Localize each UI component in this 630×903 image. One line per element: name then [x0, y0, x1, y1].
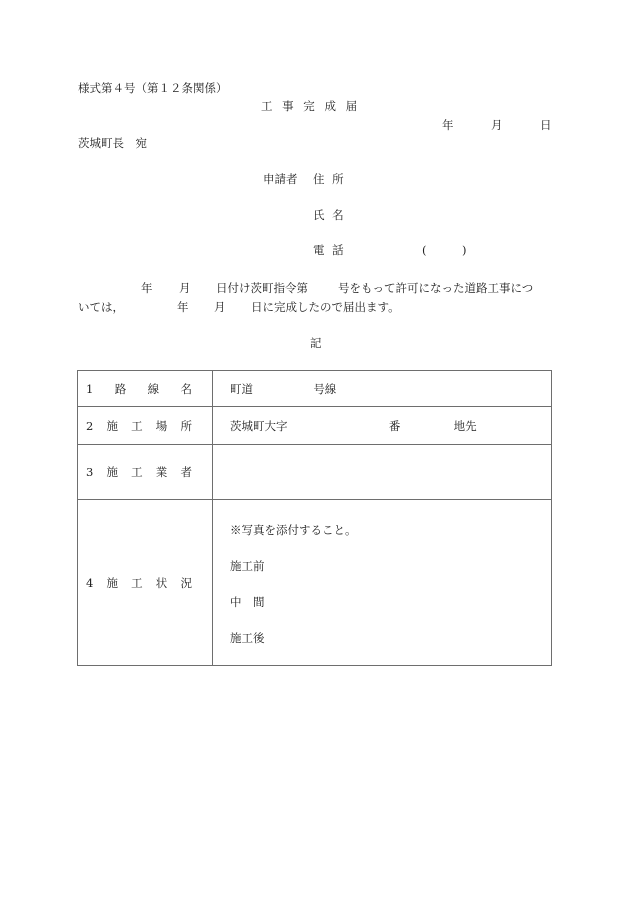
phone-paren-open: (: [422, 243, 427, 257]
label-char: 線: [147, 381, 160, 396]
photo-note: ※写真を添付すること。: [230, 522, 357, 537]
permit-number-text: 号をもって許可になった道路工事につ: [338, 281, 534, 295]
contractor-label: [78, 445, 213, 500]
completion-text: 日に完成したので届出ます。: [251, 300, 400, 314]
site-suffix: 地先: [453, 418, 477, 433]
date-month-label: 月: [491, 118, 503, 132]
label-char: 工: [131, 418, 143, 433]
permit-day-text: 日付け茨町指令第: [216, 281, 308, 295]
label-char: 名: [180, 381, 192, 396]
row-number: 3: [86, 465, 94, 479]
address-label: 住 所: [313, 172, 344, 186]
route-name-value[interactable]: [213, 371, 552, 407]
applicant-label: 申請者: [263, 172, 298, 186]
route-suffix: 号線: [313, 381, 337, 396]
label-char: 所: [180, 418, 192, 433]
phone-paren-close: ): [462, 243, 467, 257]
route-name-label: [78, 371, 213, 407]
label-char: 工: [131, 465, 143, 479]
label-char: 工: [131, 575, 143, 590]
site-lot-label: 番: [388, 418, 401, 433]
table-row-route-name: [78, 371, 552, 407]
label-char: 施: [106, 418, 118, 433]
label-char: 状: [155, 575, 168, 590]
row-number: 4: [86, 575, 94, 590]
construction-site-value[interactable]: [213, 407, 552, 445]
permit-month-label: 月: [179, 281, 191, 295]
label-char: 況: [180, 575, 192, 590]
label-char: 業: [155, 465, 168, 479]
row-number: 1: [86, 381, 94, 396]
date-day-label: 日: [540, 118, 552, 132]
form-number: 様式第４号（第１２条関係）: [78, 81, 228, 95]
document-title: 工 事 完 成 届: [261, 99, 358, 113]
addressee: 茨城町長 宛: [78, 136, 147, 150]
after-construction-label: 施工後: [230, 630, 265, 645]
details-table: [77, 370, 552, 666]
permit-year-label: 年: [141, 281, 153, 295]
name-label: 氏 名: [313, 208, 344, 222]
construction-status-label: [78, 500, 213, 666]
during-construction-label: 中 間: [230, 594, 265, 609]
table-row-construction-site: [78, 407, 552, 445]
site-prefix: 茨城町大字: [230, 418, 288, 433]
table-row-contractor: [78, 445, 552, 500]
table-row-construction-status: [78, 500, 552, 666]
label-char: 施: [106, 575, 118, 590]
body-line2-start: いては，: [78, 300, 124, 314]
date-year-label: 年: [442, 118, 454, 132]
completion-month-label: 月: [214, 300, 226, 314]
label-char: 者: [180, 465, 192, 479]
label-char: 路: [114, 381, 127, 396]
route-prefix: 町道: [230, 381, 253, 396]
note-heading: 記: [310, 336, 322, 350]
construction-status-value[interactable]: [213, 500, 552, 666]
construction-site-label: [78, 407, 213, 445]
before-construction-label: 施工前: [230, 558, 265, 573]
label-char: 施: [106, 465, 118, 479]
contractor-value[interactable]: [213, 445, 552, 500]
label-char: 場: [155, 418, 168, 433]
phone-label: 電 話: [313, 243, 344, 257]
row-number: 2: [86, 418, 94, 433]
completion-year-label: 年: [177, 300, 189, 314]
